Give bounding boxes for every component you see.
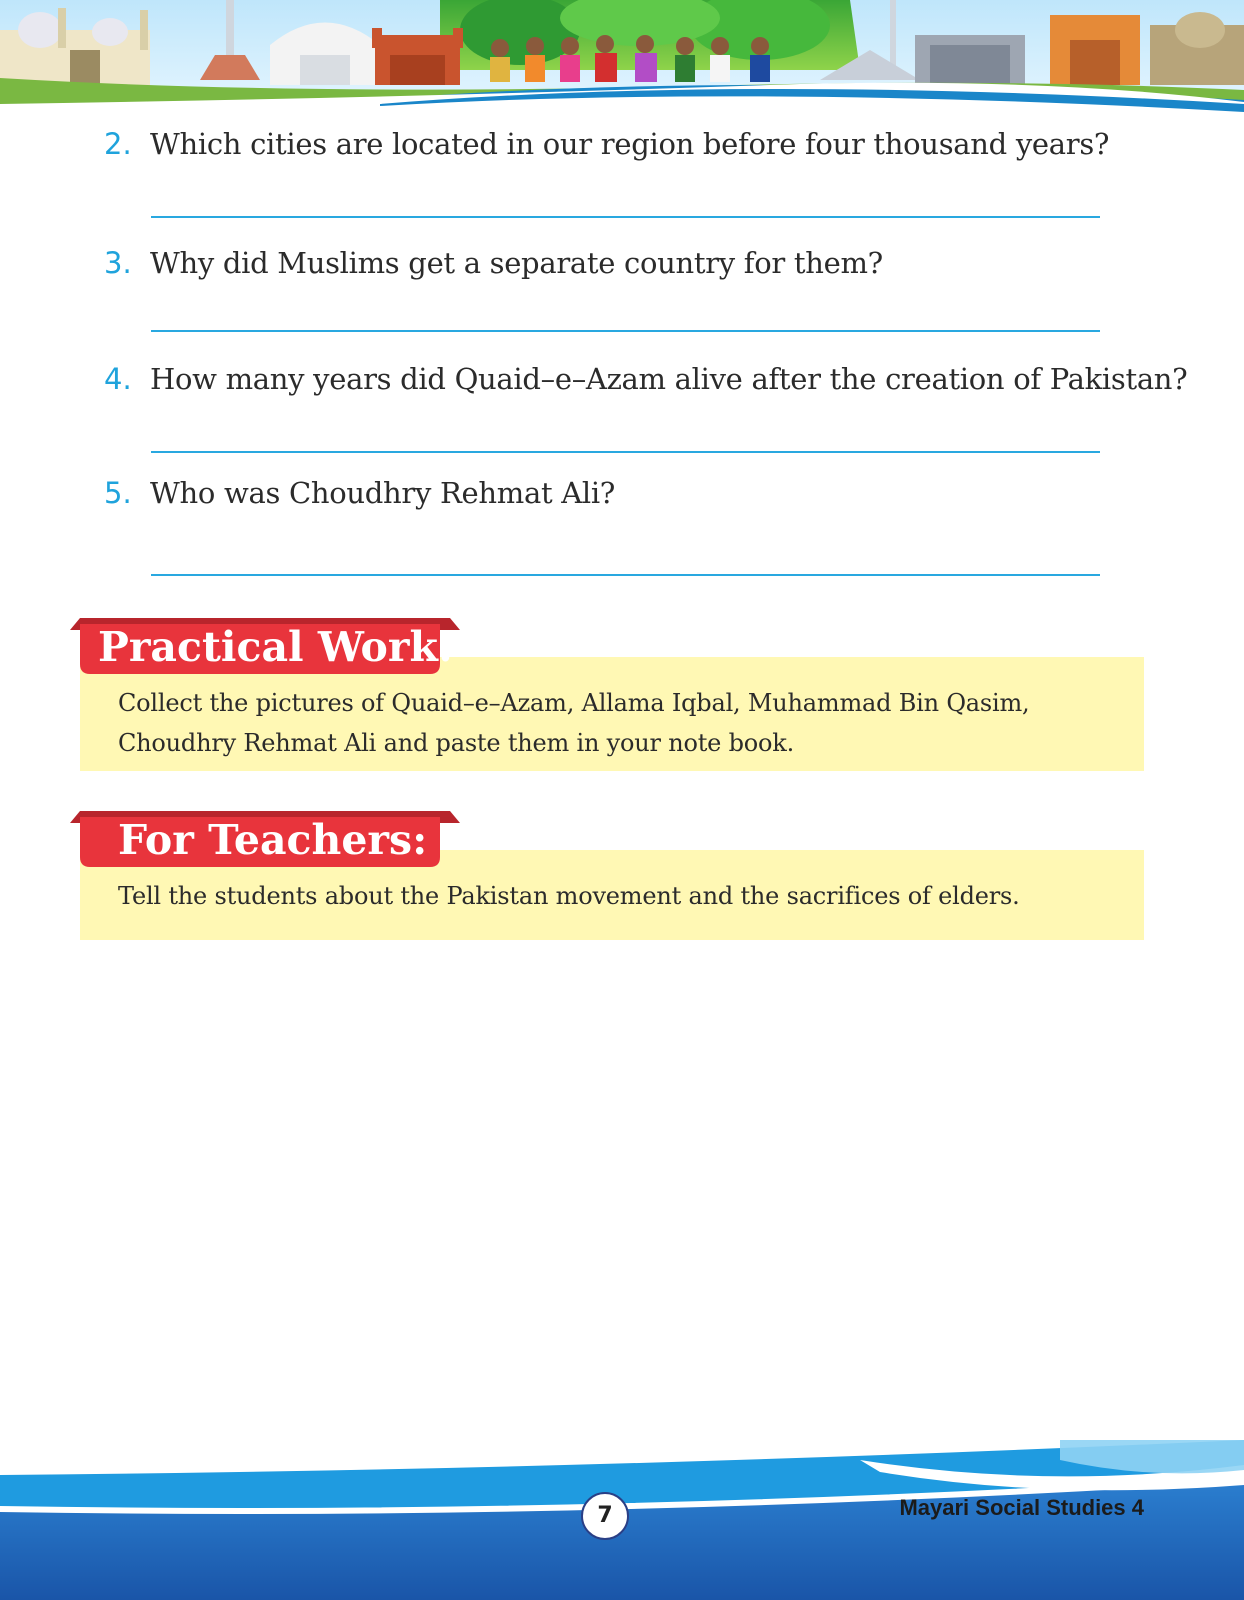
page-number: 7 [581, 1492, 629, 1540]
question-number: 5. [104, 476, 132, 510]
for-teachers-heading: For Teachers: [118, 816, 428, 864]
question-text: Why did Muslims get a separate country for them? [150, 246, 883, 280]
question-number: 3. [104, 246, 132, 280]
question-text: Who was Choudhry Rehmat Ali? [150, 476, 616, 510]
practical-work-ribbon [70, 618, 460, 674]
book-title: Mayari Social Studies 4 [899, 1495, 1144, 1520]
answer-line-5[interactable] [151, 574, 1100, 576]
header-banner [0, 0, 1244, 122]
answer-line-2[interactable] [151, 216, 1100, 218]
question-text: Which cities are located in our region before four thousand years? [150, 127, 1110, 161]
practical-work-heading: Practical Work: [98, 623, 454, 671]
answer-line-3[interactable] [151, 330, 1100, 332]
practical-work-box [80, 657, 1144, 771]
question-number: 4. [104, 362, 132, 396]
question-text: How many years did Quaid–e–Azam alive after the creation of Pakistan? [150, 362, 1188, 396]
practical-work-line-2: Choudhry Rehmat Ali and paste them in your note book. [118, 729, 795, 757]
for-teachers-line-1: Tell the students about the Pakistan movement and the sacrifices of elders. [118, 882, 1020, 910]
practical-work-line-1: Collect the pictures of Quaid–e–Azam, Allama Iqbal, Muhammad Bin Qasim, [118, 689, 1030, 717]
answer-line-4[interactable] [151, 451, 1100, 453]
question-number: 2. [104, 127, 132, 161]
for-teachers-ribbon [70, 811, 460, 867]
landmarks-banner-image [0, 0, 1244, 122]
